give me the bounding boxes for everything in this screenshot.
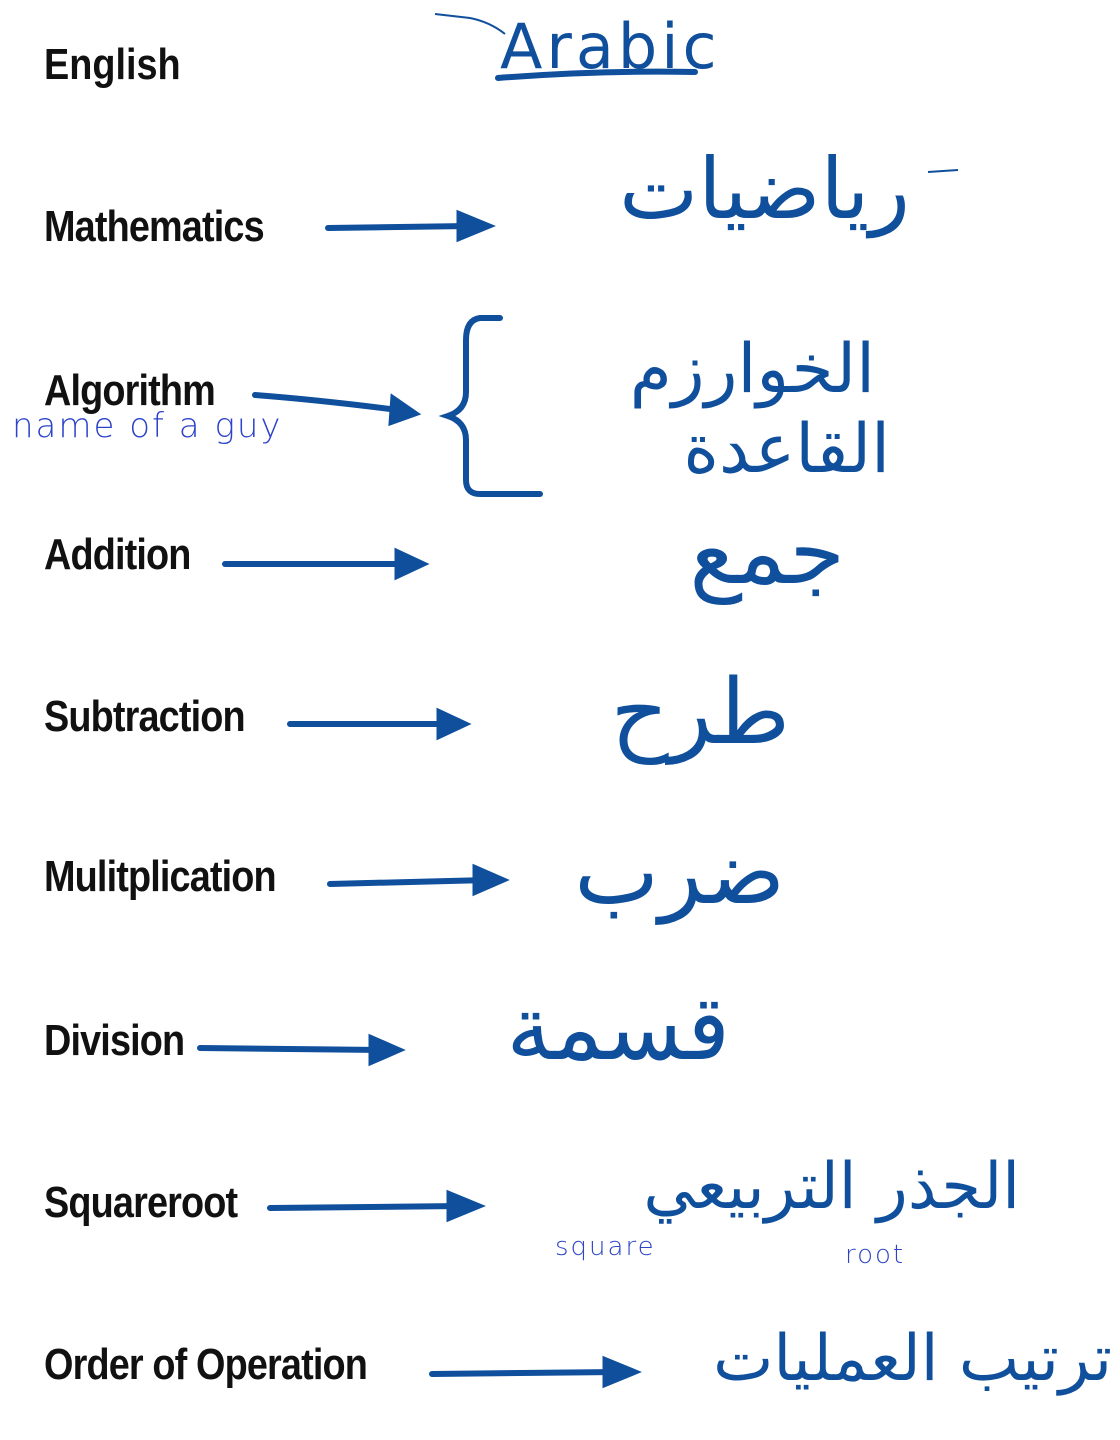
english-word-multiplication: Mulitplication xyxy=(44,852,276,901)
arabic-word-algorithm-alt: القاعدة xyxy=(683,410,890,489)
algorithm-curly-brace xyxy=(448,318,540,494)
arabic-word-addition: جمع xyxy=(689,500,845,605)
square-note: square xyxy=(555,1232,656,1262)
arrow-division xyxy=(200,1036,402,1064)
arrow-mathematics xyxy=(328,212,492,240)
arrow-multiplication xyxy=(330,866,506,894)
english-word-division: Division xyxy=(44,1016,185,1065)
arrow-order-of-operation xyxy=(432,1358,638,1386)
arrow-subtraction xyxy=(290,710,468,738)
arrow-addition xyxy=(225,550,426,578)
english-word-mathematics: Mathematics xyxy=(44,202,264,251)
dash-mark xyxy=(928,170,958,172)
header-scribble xyxy=(435,14,505,34)
arabic-word-multiplication: ضرب xyxy=(574,820,785,925)
algorithm-note: name of a guy xyxy=(12,406,283,446)
english-word-addition: Addition xyxy=(44,530,191,579)
english-word-subtraction: Subtraction xyxy=(44,692,245,741)
arabic-word-algorithm: الخوارزم xyxy=(629,330,875,409)
arabic-word-mathematics: رياضيات xyxy=(619,140,910,238)
arabic-word-division: قسمة xyxy=(506,976,730,1081)
arabic-word-squareroot: الجذر التربيعي xyxy=(643,1150,1020,1224)
arabic-column-header: Arabic xyxy=(500,10,721,83)
arabic-word-order-of-operation: ترتيب العمليات xyxy=(713,1322,1112,1396)
english-column-header: English xyxy=(44,40,181,89)
english-word-order-of-operation: Order of Operation xyxy=(44,1340,368,1389)
arabic-word-subtraction: طرح xyxy=(610,660,790,765)
root-note: root xyxy=(845,1240,906,1270)
english-word-algorithm: Algorithm xyxy=(44,366,215,415)
arrow-squareroot xyxy=(270,1192,482,1220)
arabic-header-underline xyxy=(498,72,695,78)
english-word-squareroot: Squareroot xyxy=(44,1178,238,1227)
